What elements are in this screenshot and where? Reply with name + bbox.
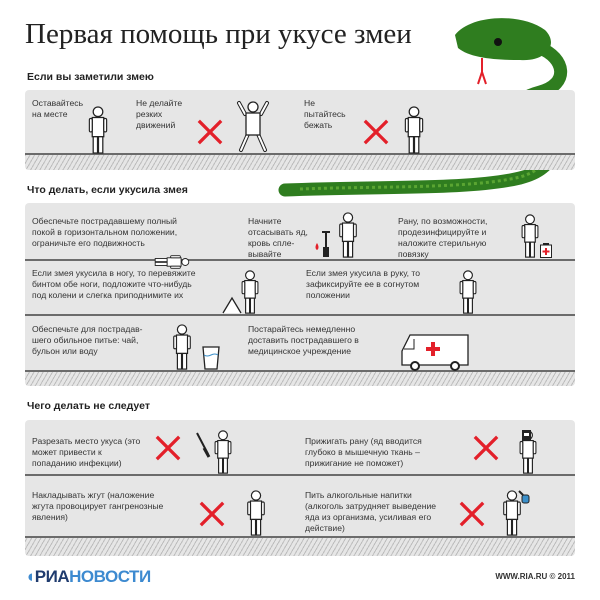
dont-alcohol: Пить алкогольные напитки (алкоголь затрудняет выведение яда из организма, усиливая его действие) xyxy=(305,490,437,533)
suction-pump-icon xyxy=(315,225,337,259)
forbidden-x-icon xyxy=(472,434,500,462)
kneeling-person-icon xyxy=(338,212,358,258)
bandaged-person-icon xyxy=(520,214,540,258)
tip-arm-bite: Если змея укусила в руку, то зафиксируйте ее в согнутом положении xyxy=(306,268,421,300)
forbidden-x-icon xyxy=(196,118,224,146)
running-person-icon xyxy=(402,106,426,154)
credit: WWW.RIA.RU © 2011 xyxy=(495,572,575,581)
divider xyxy=(25,314,575,316)
forbidden-x-icon xyxy=(362,118,390,146)
knife-icon xyxy=(196,432,210,458)
arm-sling-icon xyxy=(458,270,478,314)
tip-hospital: Постарайтесь немедленно доставить пострадавшего в медицинское учреждение xyxy=(248,324,359,356)
ground xyxy=(25,536,575,556)
forbidden-x-icon xyxy=(458,500,486,528)
tip-stay: Оставайтесь на месте xyxy=(32,98,84,119)
ambulance-icon xyxy=(400,333,470,373)
divider xyxy=(25,474,575,476)
standing-person-icon xyxy=(88,106,108,154)
welding-mask-icon xyxy=(518,430,538,474)
tourniquet-icon xyxy=(244,490,268,536)
ria-novosti-logo xyxy=(25,567,151,587)
page-title: Первая помощь при укусе змеи xyxy=(25,18,412,50)
tip-dont-run: Не пытайтесь бежать xyxy=(304,98,346,130)
glass-icon xyxy=(202,346,220,370)
dont-cut: Разрезать место укуса (это может привести к попаданию инфекции) xyxy=(32,436,141,468)
tip-no-sudden-moves: Не делайте резких движений xyxy=(136,98,183,130)
bottle-icon xyxy=(518,490,530,504)
dont-cauterize: Прижигать рану (яд вводится глубоко в мышечную ткань – прижигание не поможет) xyxy=(305,436,422,468)
tip-drink: Обеспечьте для пострадав-шего обильное питье: чай, бульон или воду xyxy=(32,324,143,356)
logo-text-a: РИА xyxy=(34,567,70,586)
ground xyxy=(25,370,575,386)
snake-eye-icon xyxy=(494,38,502,46)
forbidden-x-icon xyxy=(198,500,226,528)
tip-leg-bite: Если змея укусила в ногу, то перевяжите бинтом обе ноги, подложите что-нибудь под колени и слегка приподнимите их xyxy=(32,268,196,300)
first-aid-kit-icon xyxy=(540,243,552,258)
person-with-knife-icon xyxy=(213,430,233,474)
tip-suck-venom: Начните отсасывать яд, кровь спле-вывайте xyxy=(248,216,308,259)
ground xyxy=(25,153,575,170)
logo-globe-icon: ◖ xyxy=(25,567,35,586)
section-heading-spotted: Если вы заметили змею xyxy=(27,71,154,83)
dont-tourniquet: Накладывать жгут (наложение жгута провоцирует гангренозные явления) xyxy=(32,490,164,522)
forbidden-x-icon xyxy=(154,434,182,462)
lying-person-icon xyxy=(152,255,192,269)
tip-rest: Обеспечьте пострадавшему полный покой в горизонтальном положении, ограничьте его подвижность xyxy=(32,216,178,248)
raised-legs-icon xyxy=(222,296,242,314)
sitting-person-icon xyxy=(240,270,260,314)
logo-text-b: НОВОСТИ xyxy=(69,567,151,586)
standing-person-icon xyxy=(172,324,192,370)
jumping-person-icon xyxy=(236,100,270,152)
tip-disinfect: Рану, по возможности, продезинфицируйте и наложите стерильную повязку xyxy=(398,216,488,259)
section-heading-bitten: Что делать, если укусила змея xyxy=(27,184,188,196)
section-heading-dont: Чего делать не следует xyxy=(27,400,150,412)
